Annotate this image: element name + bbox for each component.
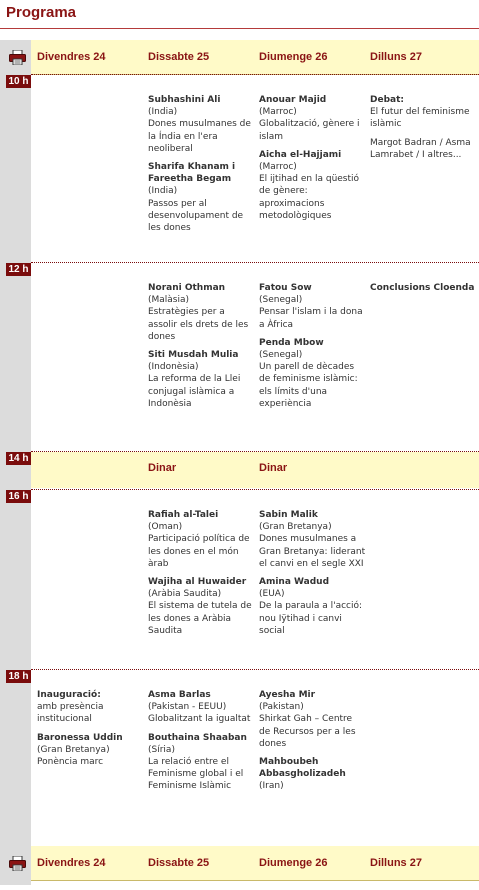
session-cell <box>259 282 366 416</box>
session-detail: Passos per al desenvolupament de les dones <box>148 198 244 234</box>
speaker-name: Aicha el-Hajjami <box>259 149 342 160</box>
session-detail: (India) <box>148 186 178 197</box>
session-item <box>148 282 255 343</box>
session-item <box>259 337 366 410</box>
slot-divider <box>31 669 479 670</box>
session-cell <box>259 509 366 643</box>
session-item <box>148 576 255 637</box>
session-detail: (Marroc) <box>259 162 297 173</box>
session-item <box>37 732 144 769</box>
speaker-name: Conclusions Cloenda <box>370 283 475 293</box>
session-detail: (Oman) <box>148 522 183 533</box>
session-cell <box>148 509 255 643</box>
session-item <box>148 689 255 726</box>
session-detail: La relació entre el Feminisme global i el Feminisme Islàmic <box>148 757 244 792</box>
hour-badge: 12 h <box>6 263 31 276</box>
session-item <box>370 94 477 131</box>
day-header-3: Diumenge 26 <box>259 51 328 63</box>
session-item <box>370 137 477 161</box>
session-item <box>148 349 255 410</box>
title-divider <box>0 28 479 29</box>
session-detail: De la paraula a l'acció: nou Iÿtihad i canvi social <box>259 601 363 636</box>
lunch-band <box>31 452 479 488</box>
session-detail: (Pakistan) <box>259 702 304 713</box>
day-header-2: Dissabte 25 <box>148 51 210 63</box>
slot-divider <box>31 451 479 452</box>
speaker-name: Amina Wadud <box>259 577 330 588</box>
speaker-name: Subhashini Ali <box>148 95 221 105</box>
speaker-name: Inauguració: <box>37 690 101 700</box>
lunch-label: Dinar <box>259 462 288 474</box>
hour-badge: 10 h <box>6 75 31 88</box>
speaker-name: Baronessa Uddin <box>37 732 123 743</box>
speaker-name: Siti Musdah Mulia <box>148 350 239 361</box>
session-detail: amb presència institucional <box>37 702 104 725</box>
speaker-name: Bouthaina Shaaban <box>148 732 247 743</box>
speaker-name: Sabin Malik <box>259 510 318 520</box>
session-detail: Participació política de les dones en el món àrab <box>148 534 250 569</box>
session-cell <box>148 282 255 416</box>
session-detail: (Senegal) <box>259 350 303 361</box>
session-detail: (Malàsia) <box>148 295 190 306</box>
session-cell <box>37 689 144 774</box>
session-item <box>148 732 255 793</box>
session-item <box>259 149 366 222</box>
lunch-label: Dinar <box>148 462 177 474</box>
session-item <box>259 689 366 750</box>
session-item <box>37 689 144 726</box>
day-header-row <box>31 40 479 75</box>
session-cell <box>148 689 255 799</box>
session-detail: (Iran) <box>259 781 284 792</box>
session-detail: (Gran Bretanya) <box>259 522 332 533</box>
session-cell <box>370 94 477 167</box>
speaker-name: Ayesha Mir <box>259 690 316 700</box>
day-header-4: Dilluns 27 <box>370 51 422 63</box>
session-detail: (Senegal) <box>259 295 303 306</box>
session-detail: (EUA) <box>259 589 285 600</box>
session-detail: Shirkat Gah – Centre de Recursos per a les dones <box>259 714 356 749</box>
speaker-name: Rafiah al-Talei <box>148 510 219 520</box>
speaker-name: Sharifa Khanam i Fareetha Begam <box>148 162 236 185</box>
session-detail: (Marroc) <box>259 107 297 118</box>
session-item <box>259 509 366 570</box>
hour-badge: 14 h <box>6 452 31 465</box>
session-detail: Ponència marc <box>37 757 104 768</box>
speaker-name: Debat: <box>370 95 404 105</box>
speaker-name: Wajiha al Huwaider <box>148 577 247 588</box>
session-detail: (India) <box>148 107 178 118</box>
session-detail: Globalització, gènere i islam <box>259 119 360 142</box>
session-detail: Margot Badran / Asma Lamrabet / I altres... <box>370 137 471 160</box>
session-detail: (Indonèsia) <box>148 362 199 373</box>
speaker-name: Penda Mbow <box>259 337 324 348</box>
session-detail: Un parell de dècades de feminisme islàmic: els límits d'una experiència <box>259 362 358 409</box>
session-detail: Estratègies per a assolir els drets de les dones <box>148 307 249 342</box>
page-title: Programa <box>6 4 77 21</box>
slot-divider <box>31 262 479 263</box>
session-detail: El ijtihad en la qüestió de gènere: aproximacions metodològiques <box>259 174 360 221</box>
session-detail: Globalitzant la igualtat <box>148 714 251 725</box>
session-detail: (Aràbia Saudita) <box>148 589 222 600</box>
day-header-3: Diumenge 26 <box>259 857 328 869</box>
session-detail: El sistema de tutela de les dones a Aràbia Saudita <box>148 601 252 636</box>
day-header-1: Divendres 24 <box>37 51 106 63</box>
slot-divider <box>31 74 479 75</box>
session-detail: Dones musulmanes a Gran Bretanya: liderant el canvi en el segle XXI <box>259 534 366 569</box>
session-item <box>259 94 366 143</box>
day-header-2: Dissabte 25 <box>148 857 210 869</box>
session-detail: (Síria) <box>148 744 175 755</box>
print-icon[interactable] <box>9 50 26 65</box>
speaker-name: Mahboubeh Abbasgholizadeh <box>259 757 346 780</box>
session-cell <box>259 94 366 228</box>
session-detail: La reforma de la Llei conjugal islàmica a Indonèsia <box>148 374 241 409</box>
speaker-name: Asma Barlas <box>148 690 211 700</box>
day-header-1: Divendres 24 <box>37 857 106 869</box>
day-header-4: Dilluns 27 <box>370 857 422 869</box>
session-cell <box>370 282 477 300</box>
speaker-name: Norani Othman <box>148 283 226 293</box>
session-cell <box>148 94 255 240</box>
session-item <box>148 509 255 570</box>
session-cell <box>259 689 366 799</box>
hour-badge: 16 h <box>6 490 31 503</box>
session-detail: Dones musulmanes de la Índia en l'era neoliberal <box>148 119 251 154</box>
session-detail: (Gran Bretanya) <box>37 744 110 755</box>
session-detail: (Pakistan - EEUU) <box>148 702 227 713</box>
speaker-name: Fatou Sow <box>259 283 312 293</box>
hour-badge: 18 h <box>6 670 31 683</box>
day-header-row <box>31 846 479 881</box>
slot-divider <box>31 489 479 490</box>
print-icon[interactable] <box>9 856 26 871</box>
session-item <box>259 282 366 331</box>
session-item <box>148 94 255 155</box>
session-detail: El futur del feminisme islàmic <box>370 107 470 130</box>
session-detail: Pensar l'islam i la dona a Àfrica <box>259 307 363 330</box>
session-item <box>259 576 366 637</box>
session-item <box>370 282 477 294</box>
session-item <box>259 756 366 793</box>
speaker-name: Anouar Majid <box>259 95 327 105</box>
session-item <box>148 161 255 234</box>
